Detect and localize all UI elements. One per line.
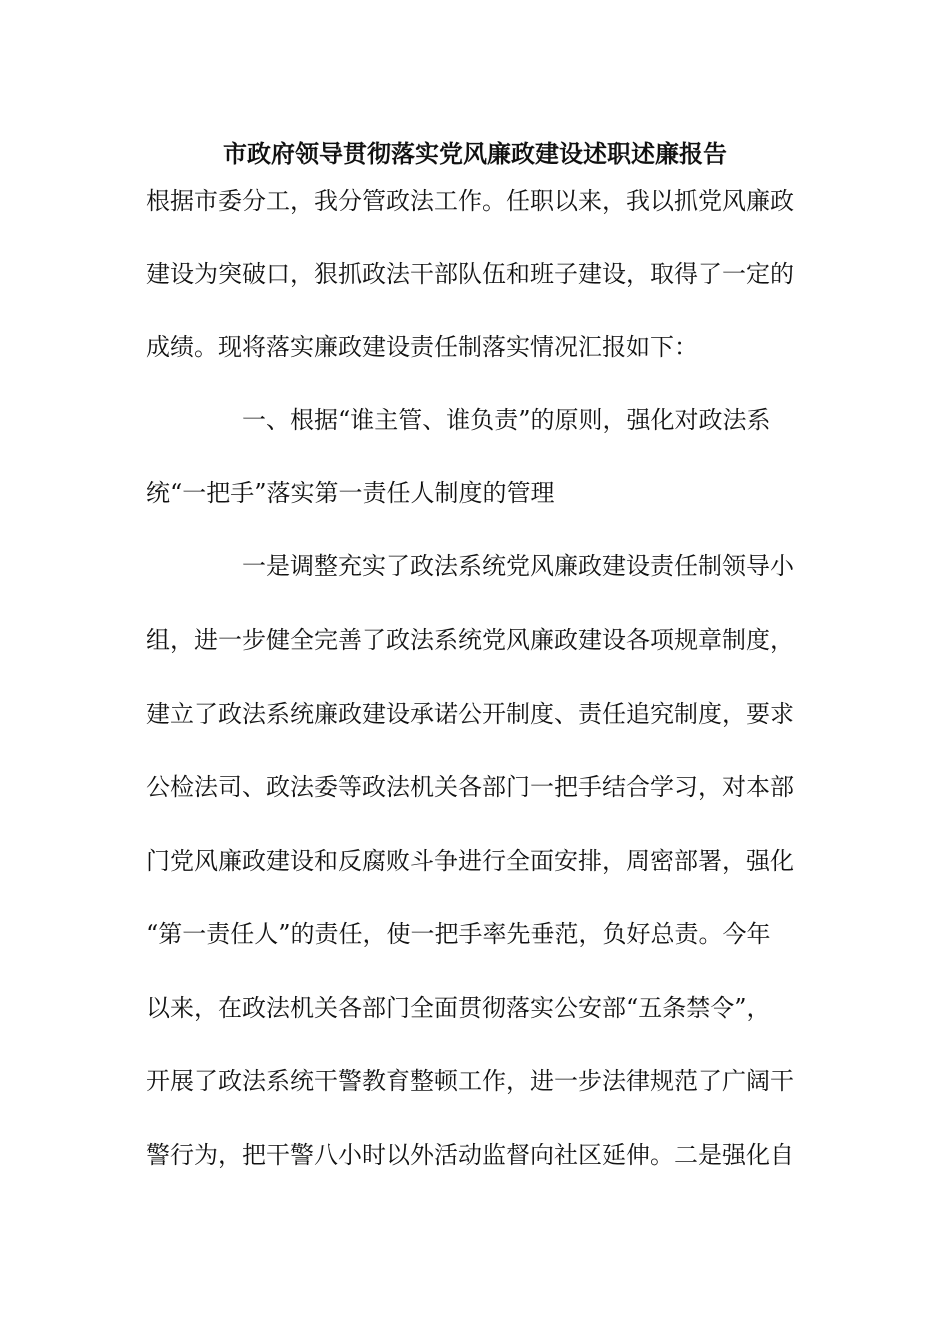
- paragraph-line-6: 一是调整充实了政法系统党风廉政建设责任制领导小: [146, 552, 794, 580]
- document-title: 市政府领导贯彻落实党风廉政建设述职述廉报告: [223, 139, 727, 168]
- paragraph-line-14: 警行为，把干警八小时以外活动监督向社区延伸。二是强化自: [146, 1141, 794, 1169]
- paragraph-line-12: 以来，在政法机关各部门全面贯彻落实公安部“五条禁令”，: [146, 994, 771, 1022]
- paragraph-line-11: “第一责任人”的责任，使一把手率先垂范，负好总责。今年: [146, 920, 771, 948]
- paragraph-line-7: 组，进一步健全完善了政法系统党风廉政建设各项规章制度，: [146, 626, 794, 654]
- paragraph-line-9: 公检法司、政法委等政法机关各部门一把手结合学习，对本部: [146, 773, 794, 801]
- paragraph-line-1: 根据市委分工，我分管政法工作。任职以来，我以抓党风廉政: [146, 187, 794, 215]
- paragraph-line-5: 统“一把手”落实第一责任人制度的管理: [146, 479, 555, 507]
- paragraph-line-8: 建立了政法系统廉政建设承诺公开制度、责任追究制度，要求: [146, 700, 794, 728]
- paragraph-line-13: 开展了政法系统干警教育整顿工作，进一步法律规范了广阔干: [146, 1067, 794, 1095]
- paragraph-line-3: 成绩。现将落实廉政建设责任制落实情况汇报如下：: [146, 333, 698, 361]
- paragraph-line-4: 一、根据“谁主管、谁负责”的原则，强化对政法系: [146, 406, 771, 434]
- paragraph-line-10: 门党风廉政建设和反腐败斗争进行全面安排，周密部署，强化: [146, 847, 794, 875]
- paragraph-line-2: 建设为突破口，狠抓政法干部队伍和班子建设，取得了一定的: [146, 260, 794, 288]
